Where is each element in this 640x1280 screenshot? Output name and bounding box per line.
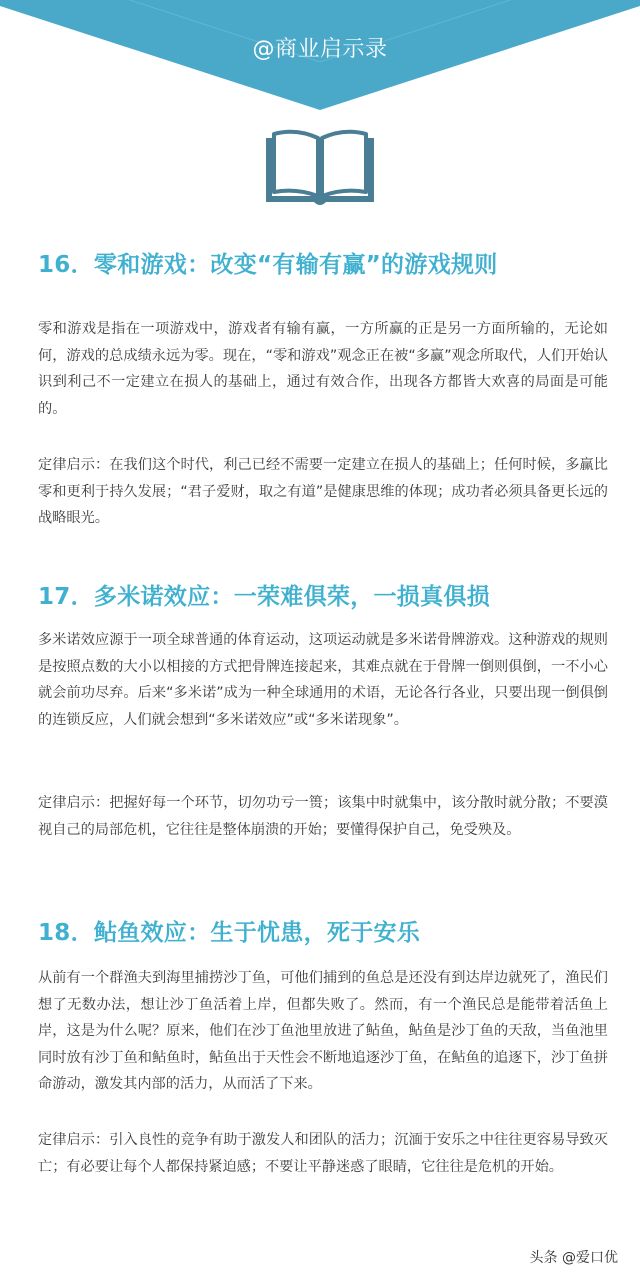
section-insight-18: 定律启示：引入良性的竞争有助于激发人和团队的活力；沉湎于安乐之中往往更容易导致灭亡；有必要让每个人都保持紧迫感；不要让平静迷惑了眼睛，它往往是危机的开始。	[38, 1132, 608, 1175]
header-banner	[0, 0, 640, 112]
section-body-16: 零和游戏是指在一项游戏中，游戏者有输有赢，一方所赢的正是另一方面所输的，无论如何，游戏的总成绩永远为零。现在，“零和游戏”观念正在被“多赢”观念所取代，人们开始认识到利己不一定建立在损人的基础上，通过有效合作，出现各方都皆大欢喜的局面是可能的。	[38, 321, 608, 417]
section-body-18: 从前有一个群渔夫到海里捕捞沙丁鱼，可他们捕到的鱼总是还没有到达岸边就死了，渔民们想了无数办法，想让沙丁鱼活着上岸，但都失败了。然而，有一个渔民总是能带着活鱼上岸，这是为什么呢？原来，他们在沙丁鱼池里放进了鲇鱼，鲇鱼是沙丁鱼的天敌，当鱼池里同时放有沙丁鱼和鲇鱼时，鲇鱼出于天性会不断地追逐沙丁鱼，在鲇鱼的追逐下，沙丁鱼拼命游动，激发其内部的活力，从而活了下来。	[38, 970, 608, 1092]
section-title-18: 18．鲇鱼效应：生于忧患，死于安乐	[38, 920, 421, 946]
section-body-17: 多米诺效应源于一项全球普通的体育运动，这项运动就是多米诺骨牌游戏。这种游戏的规则是按照点数的大小以相接的方式把骨牌连接起来，其难点就在于骨牌一倒则俱倒，一不小心就会前功尽弃。后来“多米诺”成为一种全球通用的术语，无论各行各业，只要出现一倒俱倒的连锁反应，人们就会想到“多米诺效应”或“多米诺现象”。	[38, 632, 608, 728]
open-book-icon	[262, 128, 378, 214]
section-insight-17: 定律启示：把握好每一个环节，切勿功亏一篑；该集中时就集中，该分散时就分散；不要漠视自己的局部危机，它往往是整体崩溃的开始；要懂得保护自己，免受殃及。	[38, 795, 608, 838]
section-insight-16: 定律启示：在我们这个时代，利己已经不需要一定建立在损人的基础上；任何时候，多赢比零和更利于持久发展；“君子爱财，取之有道”是健康思维的体现；成功者必须具备更长远的战略眼光。	[38, 457, 608, 526]
page-title: @商业启示录	[252, 37, 388, 62]
section-title-16: 16．零和游戏：改变“有输有赢”的游戏规则	[38, 252, 498, 278]
section-title-17: 17．多米诺效应：一荣难俱荣，一损真俱损	[38, 584, 491, 610]
footer-watermark: 头条 @爱口优	[529, 1250, 618, 1266]
